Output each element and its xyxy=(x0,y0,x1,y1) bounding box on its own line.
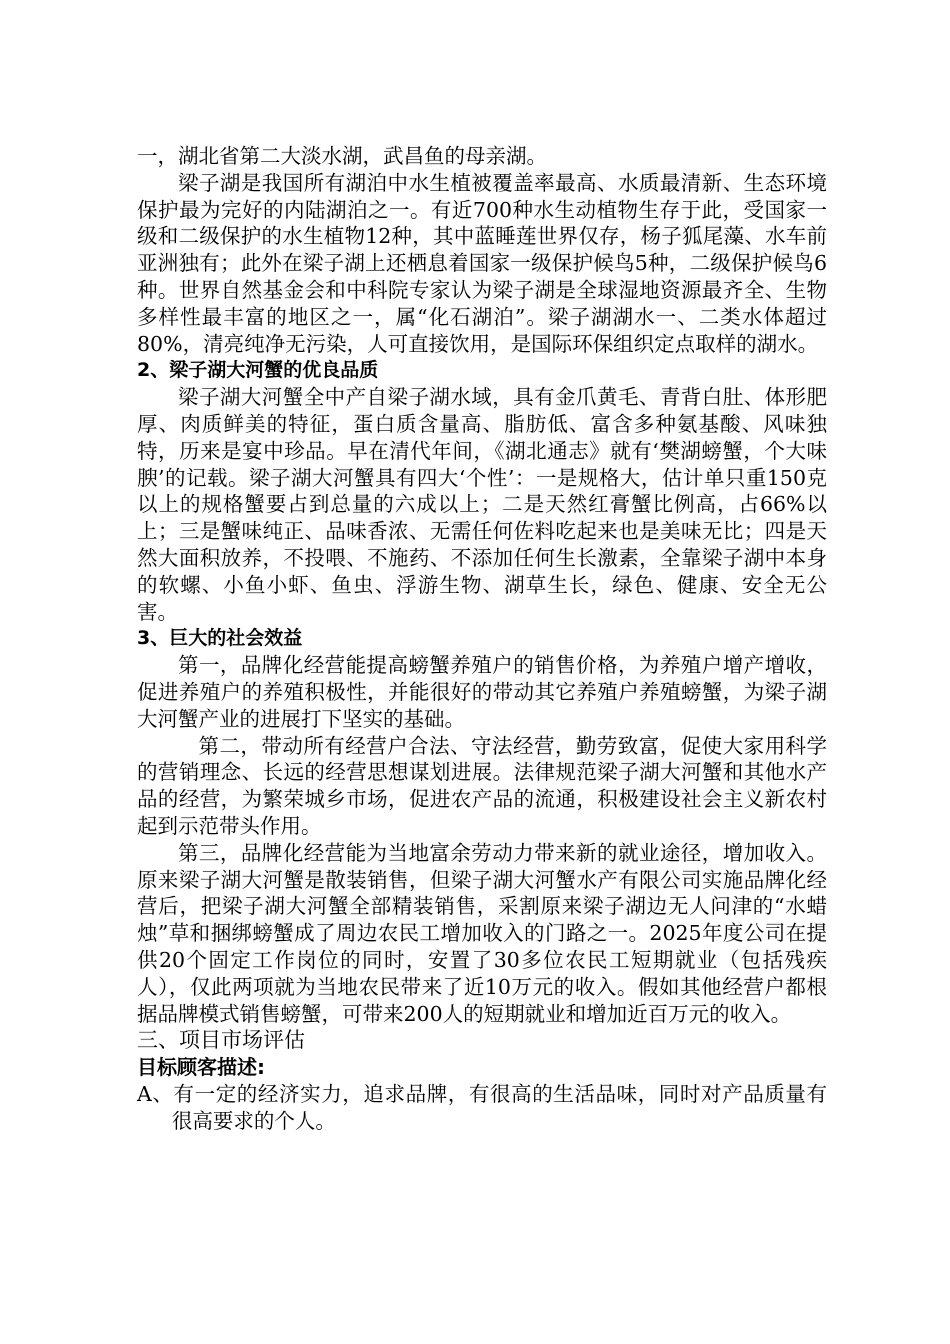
target-customer-heading: 目标顾客描述: xyxy=(137,1055,265,1080)
quality-paragraph: 梁子湖大河蟹全中产自梁子湖水域，具有金爪黄毛、青背白肚、体形肥厚、肉质鲜美的特征，蛋白质含量高、脂肪低、富含多种氨基酸、风味独特，历来是宴中珍品。早在清代年间，《湖北通志》就有‘樊湖螃蟹，个大味腴’的记载。梁子湖大河蟹具有四大‘个性’：一是规格大，估计单只重150克以上的规格蟹要占到总量的六成以上；二是天然红膏蟹比例高，占66%以上；三是蟹味纯正、品味香浓、无需任何佐料吃起来也是美味无比；四是天然大面积放养，不投喂、不施药、不添加任何生长激素，全靠梁子湖中本身的软螺、小鱼小虾、鱼虫、浮游生物、湖草生长，绿色、健康、安全无公害。 xyxy=(137,385,827,624)
lake-description-paragraph: 梁子湖是我国所有湖泊中水生植被覆盖率最高、水质最清新、生态环境保护最为完好的内陆湖泊之一。有近700种水生动植物生存于此，受国家一级和二级保护的水生植物12种，其中蓝睡莲世界仅存，杨子狐尾藻、水车前亚洲独有；此外在梁子湖上还栖息着国家一级保护候鸟5种，二级保护候鸟6种。世界自然基金会和中科院专家认为梁子湖是全球湿地资源最齐全、生物多样性最丰富的地区之一，属“化石湖泊”。梁子湖湖水一、二类水体超过80%，清亮纯净无污染，人可直接饮用，是国际环保组织定点取样的湖水。 xyxy=(137,170,827,356)
benefit-second-paragraph: 第二，带动所有经营户合法、守法经营，勤劳致富，促使大家用科学的营销理念、长远的经营思想谋划进展。法律规范梁子湖大河蟹和其他水产品的经营，为繁荣城乡市场，促进农产品的流通，积极建设社会主义新农村起到示范带头作用。 xyxy=(137,733,827,838)
document-page xyxy=(137,143,827,1134)
target-customer-item-a: A、有一定的经济实力，追求品牌，有很高的生活品味，同时对产品质量有很高要求的个人。 xyxy=(137,1081,827,1133)
intro-paragraph: 一，湖北省第二大淡水湖，武昌鱼的母亲湖。 xyxy=(137,144,547,168)
social-benefit-heading: 3、巨大的社会效益 xyxy=(137,627,303,650)
benefit-first-paragraph: 第一，品牌化经营能提高螃蟹养殖户的销售价格，为养殖户增产增收，促进养殖户的养殖积极性，并能很好的带动其它养殖户养殖螃蟹，为梁子湖大河蟹产业的进展打下坚实的基础。 xyxy=(137,653,827,731)
quality-heading: 2、梁子湖大河蟹的优良品质 xyxy=(137,359,379,382)
market-section-title: 三、项目市场评估 xyxy=(137,1028,305,1053)
benefit-third-paragraph: 第三，品牌化经营能为当地富余劳动力带来新的就业途径，增加收入。原来梁子湖大河蟹是散装销售，但梁子湖大河蟹水产有限公司实施品牌化经营后，把梁子湖大河蟹全部精装销售，采割原来梁子湖边无人问津的“水蜡烛”草和捆绑螃蟹成了周边农民工增加收入的门路之一。2025年度公司在提供20个固定工作岗位的同时，安置了30多位农民工短期就业（包括残疾人），仅此两项就为当地农民带来了近10万元的收入。假如其他经营户都根据品牌模式销售螃蟹，可带来200人的短期就业和增加近百万元的收入。 xyxy=(137,840,827,1026)
